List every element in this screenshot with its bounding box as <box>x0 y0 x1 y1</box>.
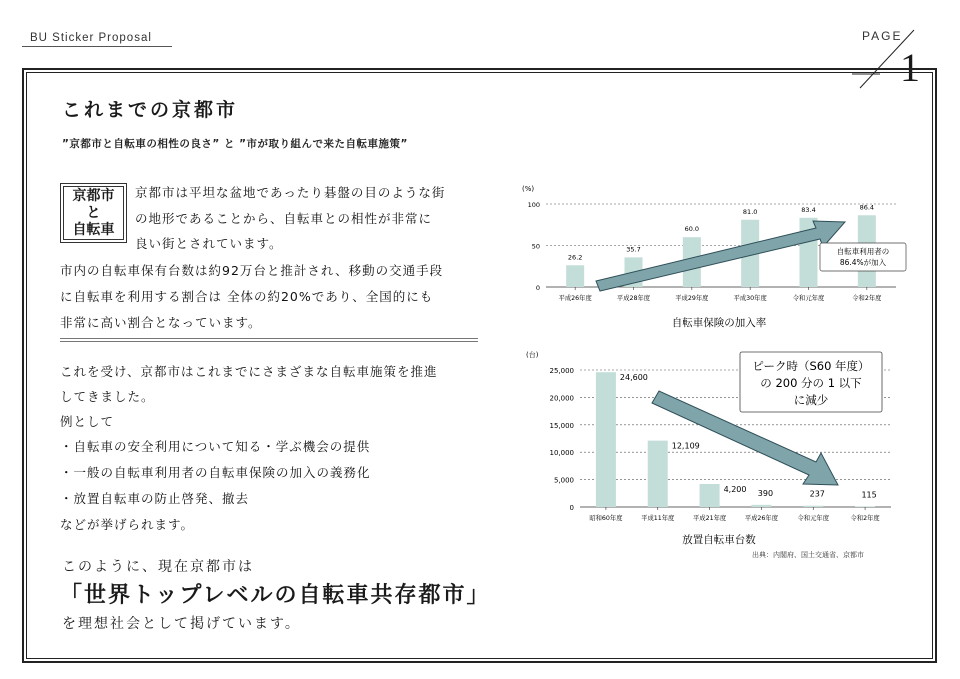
data-label: 390 <box>757 488 774 498</box>
source-note: 出典：内閣府、国土交通省、京都市 <box>752 551 864 559</box>
data-label: 4,200 <box>723 484 747 494</box>
data-label: 26.2 <box>567 253 583 262</box>
data-label: 81.0 <box>742 207 758 216</box>
bar <box>855 506 875 507</box>
bar <box>803 506 823 507</box>
page-number: 1 <box>900 45 920 90</box>
closing-outro: を理想社会として掲げています。 <box>62 616 301 632</box>
intro-line: 非常に高い割合となっています。 <box>60 315 262 330</box>
bar <box>566 265 584 287</box>
y-tick-label: 0 <box>535 284 540 292</box>
kyoto-bicycle-badge <box>60 183 127 243</box>
bar <box>751 505 771 507</box>
data-label: 35.7 <box>626 245 641 254</box>
annotation-text: 自転車利用者の <box>836 247 890 256</box>
badge-line-2: と <box>86 204 101 221</box>
x-tick-label: 平成28年度 <box>616 295 651 302</box>
y-unit-label: (台) <box>526 351 539 359</box>
x-tick-label: 平成26年度 <box>558 295 592 302</box>
y-tick-label: 15,000 <box>549 421 574 430</box>
document-title: BU Sticker Proposal <box>30 32 152 44</box>
intro-line: に自転車を利用する割合は 全体の約20%であり、全国的にも <box>60 289 434 304</box>
y-tick-label: 10,000 <box>549 449 574 458</box>
badge-line-1: 京都市 <box>72 187 115 204</box>
bar <box>700 484 720 507</box>
data-label: 237 <box>809 489 825 499</box>
x-tick-label: 令和元年度 <box>797 515 829 522</box>
policy-line: してきました。 <box>60 389 155 404</box>
chart-title: 放置自転車台数 <box>682 534 756 546</box>
x-tick-label: 令和元年度 <box>792 295 825 302</box>
bar <box>596 372 616 507</box>
y-tick-label: 5,000 <box>553 476 574 485</box>
data-label: 12,109 <box>671 441 700 451</box>
x-tick-label: 令和2年度 <box>852 295 882 302</box>
annotation-text: の 200 分の 1 以下 <box>760 376 862 390</box>
y-tick-label: 100 <box>527 201 540 209</box>
policy-line: ・放置自転車の防止啓発、撤去 <box>60 491 250 506</box>
x-tick-label: 昭和60年度 <box>589 515 623 522</box>
policy-line: などが挙げられます。 <box>60 517 195 532</box>
closing-intro: このように、現在京都市は <box>62 559 254 575</box>
intro-line: 良い街とされています。 <box>135 236 283 251</box>
x-tick-label: 平成30年度 <box>733 295 767 302</box>
y-unit-label: (%) <box>522 185 535 193</box>
policy-line: ・一般の自転車利用者の自転車保険の加入の義務化 <box>60 465 371 480</box>
page-label: PAGE <box>862 29 903 43</box>
data-label: 86.4 <box>859 203 875 212</box>
section-divider <box>60 341 478 342</box>
y-tick-label: 20,000 <box>549 394 574 403</box>
insurance-rate-chart <box>516 180 916 340</box>
y-tick-label: 0 <box>569 504 574 512</box>
x-tick-label: 平成21年度 <box>692 515 727 522</box>
intro-line: の地形であることから、自転車との相性が非常に <box>135 211 433 226</box>
y-tick-label: 25,000 <box>549 367 574 375</box>
x-tick-label: 平成29年度 <box>675 295 709 302</box>
x-tick-label: 平成26年度 <box>744 515 779 522</box>
badge-line-3: 自転車 <box>72 221 115 238</box>
chart-title: 自転車保険の加入率 <box>671 317 767 329</box>
intro-line: 京都市は平坦な盆地であったり碁盤の目のような街 <box>135 185 446 200</box>
x-tick-label: 令和2年度 <box>850 515 880 522</box>
section-divider <box>60 338 478 339</box>
policy-line: 例として <box>60 414 115 429</box>
abandoned-bicycles-chart <box>516 345 916 550</box>
bar <box>648 441 668 507</box>
annotation-text: ピーク時（S60 年度） <box>752 359 870 373</box>
policy-line: これを受け、京都市はこれまでにさまざまな自転車施策を推進 <box>60 364 438 379</box>
title-underline <box>22 46 172 47</box>
section-subtitle: ”京都市と自転車の相性の良さ” と ”市が取り組んで来た自転車施策” <box>62 138 408 150</box>
annotation-text: 86.4%が加入 <box>839 258 887 267</box>
closing-slogan: 「世界トップレベルの自転車共存都市」 <box>60 583 491 608</box>
data-label: 83.4 <box>801 205 816 214</box>
data-label: 115 <box>861 490 877 500</box>
policy-line: ・自転車の安全利用について知る・学ぶ機会の提供 <box>60 439 371 454</box>
x-tick-label: 平成11年度 <box>641 515 675 522</box>
data-label: 60.0 <box>684 225 700 234</box>
intro-line: 市内の自転車保有台数は約92万台と推計され、移動の交通手段 <box>60 263 444 278</box>
y-tick-label: 50 <box>531 242 540 251</box>
data-label: 24,600 <box>619 373 648 383</box>
section-title: これまでの京都市 <box>62 99 239 121</box>
annotation-text: に減少 <box>793 393 829 407</box>
